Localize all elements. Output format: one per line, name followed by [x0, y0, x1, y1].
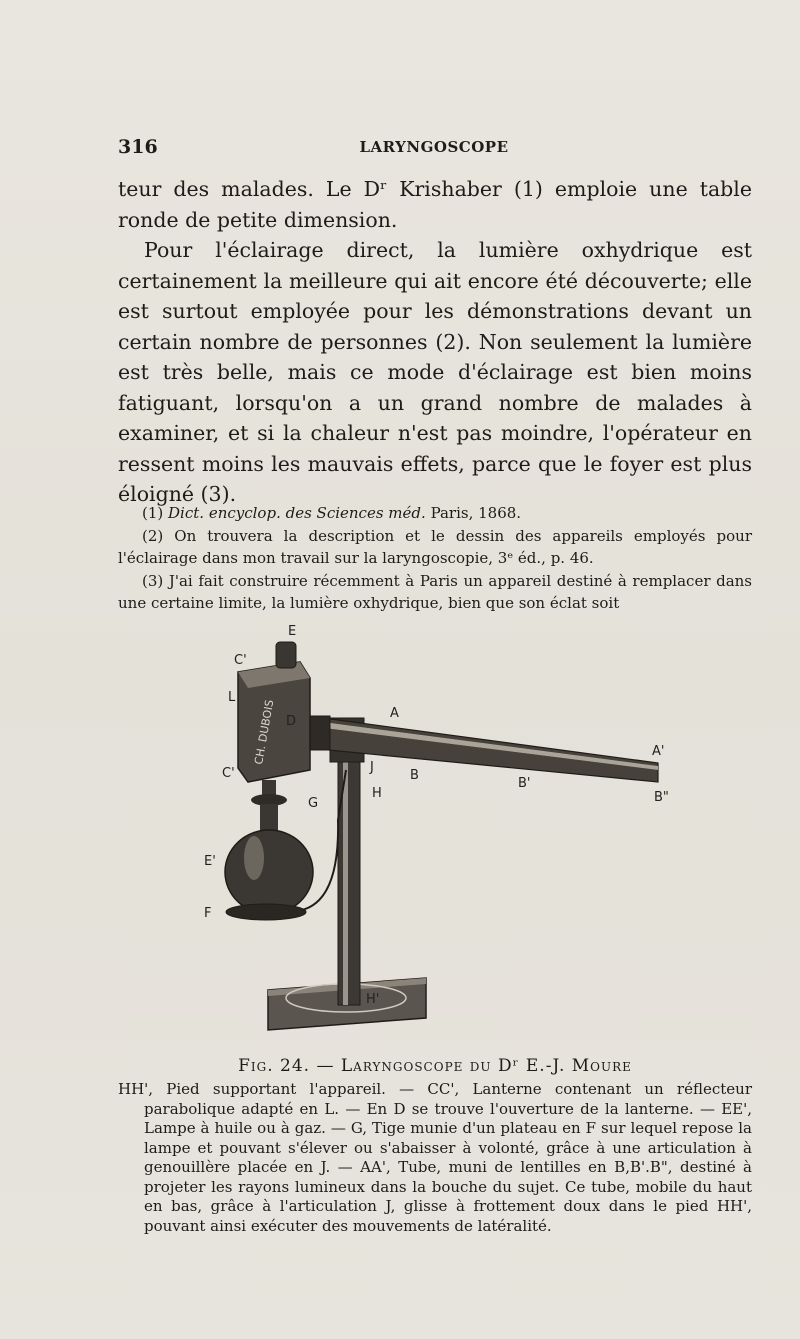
footnote-3: (3) J'ai fait construire récemment à Paris un appareil destiné à remplacer dans une certaine limite, la lumière oxhydrique, bien que son éclat soit [118, 571, 752, 612]
running-title: LARYNGOSCOPE [359, 138, 509, 156]
label-B-second: B" [654, 790, 669, 805]
label-F: F [204, 906, 212, 921]
footnote-1-title: Dict. encyclop. des Sciences méd. [168, 504, 426, 522]
body-text [118, 174, 752, 510]
figure-caption-title: Fig. 24. — Laryngoscope du Dʳ E.-J. Moure [238, 1056, 632, 1076]
figure-legend-text: HH', Pied supportant l'appareil. — CC', Lanterne contenant un réflecteur parabolique adapté en L. — En D se trouve l'ouverture de la lanterne. — EE', Lampe à huile ou à gaz. — G, Tige munie d'un plateau en F sur lequel repose la lampe et pouvant s'élever ou s'abaisser à volonté, grâce à une articulation à genouillère placée en J. — AA', Tube, muni de lentilles en B,B'.B", destiné à projeter les rayons lumineux dans la bouche du sujet. Ce tube, mobile du haut en bas, grâce à l'articulation J, glisse à frottement doux dans le pied HH', pouvant ainsi exécuter des mouvements de latéralité. [118, 1080, 752, 1235]
label-C: C' [222, 766, 235, 781]
label-E-prime: E' [204, 854, 216, 869]
label-B-prime: B' [518, 776, 531, 791]
lamp-inscription: CH. DUBOIS [252, 698, 277, 766]
label-L: L [228, 690, 236, 705]
label-A: A [390, 706, 399, 721]
paragraph-1: teur des malades. Le Dʳ Krishaber (1) emploie une table ronde de petite dimension. [118, 177, 752, 232]
label-D: D [286, 714, 297, 729]
footnote-1-rest: Paris, 1868. [430, 504, 522, 522]
laryngoscope-illustration [190, 620, 690, 1040]
label-A-prime: A' [652, 744, 665, 759]
page-header [118, 136, 750, 160]
paragraph-2: Pour l'éclairage direct, la lumière oxhydrique est certainement la meilleure qui ait encore été découverte; elle est surtout employée pour les démonstrations devant un certain nombre de personnes (2). Non seulement la lumière est très belle, mais ce mode d'éclairage est bien moins fatiguant, lorsqu'on a un grand nombre de malades à examiner, et si la chaleur n'est pas moindre, l'opérateur en ressent moins les mauvais effets, parce que le foyer est plus éloigné (3). [118, 238, 752, 506]
footnote-2: (2) On trouvera la description et le dessin des appareils employés pour l'éclairage dans mon travail sur la laryngoscopie, 3ᵉ éd., p. 46. [118, 526, 752, 567]
footnotes [118, 502, 752, 615]
label-G: G [308, 796, 319, 811]
label-H: H [372, 786, 382, 801]
label-H-prime: H' [366, 992, 380, 1007]
footnote-1 [118, 502, 752, 525]
label-E: E [288, 624, 297, 639]
figure-legend [118, 1080, 752, 1236]
footnote-1-number: (1) [142, 504, 164, 522]
page-number: 316 [118, 136, 158, 158]
label-B: B [410, 768, 419, 783]
label-C-prime: C' [234, 653, 247, 668]
laryngoscope-drawing [190, 620, 690, 1040]
label-J: J [370, 760, 374, 775]
